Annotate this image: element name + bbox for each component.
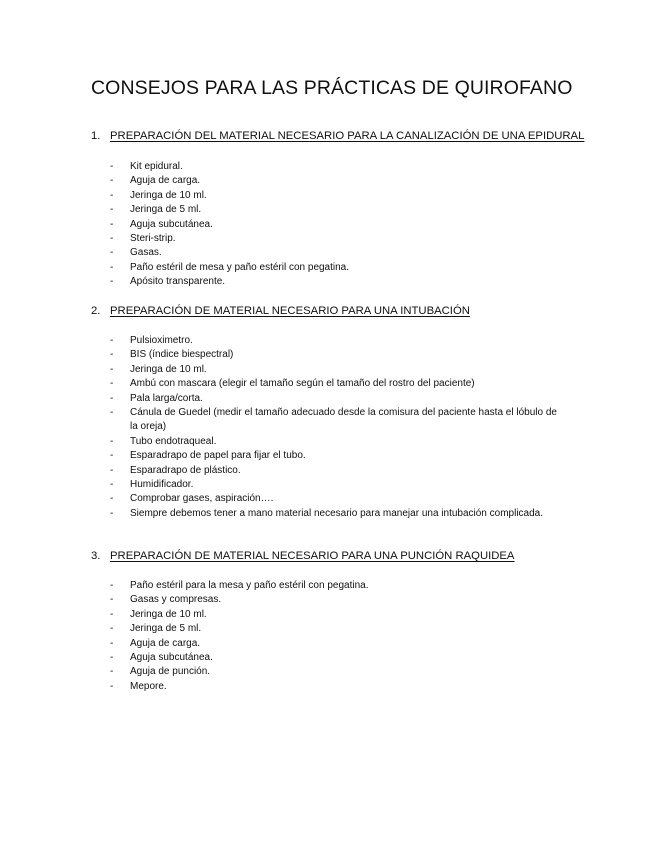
list-item bbox=[110, 160, 560, 174]
list-item-text: Gasas y compresas. bbox=[130, 594, 222, 606]
list-item-text: Tubo endotraqueal. bbox=[130, 435, 217, 447]
item-list bbox=[110, 579, 560, 694]
list-item bbox=[110, 665, 560, 679]
list-item bbox=[110, 579, 560, 593]
list-item bbox=[110, 174, 560, 188]
section-epidural bbox=[91, 128, 585, 288]
list-item-text: Ambú con mascara (elegir el tamaño según el tamaño del rostro del paciente) bbox=[130, 378, 475, 390]
list-item-text: Paño estéril de mesa y paño estéril con pegatina. bbox=[130, 261, 350, 273]
list-item-text: Jeringa de 10 ml. bbox=[130, 363, 207, 375]
list-item bbox=[110, 392, 560, 406]
list-item-text: Pala larga/corta. bbox=[130, 392, 203, 404]
list-item-text: Paño estéril para la mesa y paño estéril con pegatina. bbox=[130, 580, 369, 591]
dash-bullet: - bbox=[110, 276, 114, 288]
list-item-text: Cánula de Guedel (medir el tamaño adecuado desde la comisura del paciente hasta el lóbulo de la oreja) bbox=[130, 407, 557, 433]
dash-bullet: - bbox=[110, 450, 114, 462]
dash-bullet: - bbox=[110, 247, 114, 259]
item-list bbox=[110, 334, 560, 521]
list-item bbox=[110, 246, 560, 260]
list-item-text: Aguja subcutánea. bbox=[130, 652, 213, 664]
section-puncion-raquidea bbox=[91, 548, 561, 692]
list-item-text: Aguja de carga. bbox=[130, 175, 201, 187]
dash-bullet: - bbox=[110, 349, 114, 361]
list-item-text: Aguja subcutánea. bbox=[130, 218, 213, 230]
list-item bbox=[110, 608, 560, 622]
list-item bbox=[110, 348, 560, 362]
list-item bbox=[110, 406, 560, 435]
dash-bullet: - bbox=[110, 637, 114, 649]
dash-bullet: - bbox=[110, 204, 114, 216]
section-number: 1. bbox=[91, 130, 101, 142]
item-list bbox=[110, 160, 560, 290]
dash-bullet: - bbox=[110, 407, 114, 419]
list-item bbox=[110, 189, 560, 203]
list-item bbox=[110, 507, 560, 521]
list-item-text: BIS (índice biespectral) bbox=[130, 349, 234, 361]
list-item bbox=[110, 680, 560, 694]
list-item-text: Jeringa de 10 ml. bbox=[130, 189, 207, 201]
list-item-text: Siempre debemos tener a mano material necesario para manejar una intubación complicada. bbox=[130, 507, 544, 519]
list-item bbox=[110, 261, 560, 275]
section-heading bbox=[91, 128, 585, 144]
dash-bullet: - bbox=[110, 580, 114, 591]
dash-bullet: - bbox=[110, 608, 114, 620]
list-item bbox=[110, 449, 560, 463]
section-number: 2. bbox=[91, 305, 101, 317]
dash-bullet: - bbox=[110, 493, 114, 505]
dash-bullet: - bbox=[110, 175, 114, 187]
list-item bbox=[110, 478, 560, 492]
document-title: CONSEJOS PARA LAS PRÁCTICAS DE QUIROFANO bbox=[91, 77, 573, 99]
section-heading bbox=[91, 548, 561, 564]
list-item-text: Apósito transparente. bbox=[130, 276, 226, 288]
list-item-text: Comprobar gases, aspiración…. bbox=[130, 493, 274, 505]
list-item-text: Kit epidural. bbox=[130, 161, 183, 172]
dash-bullet: - bbox=[110, 233, 114, 245]
section-intubacion bbox=[91, 303, 561, 519]
list-item-text: Esparadrapo de papel para fijar el tubo. bbox=[130, 450, 306, 462]
list-item-text: Steri-strip. bbox=[130, 233, 176, 245]
dash-bullet: - bbox=[110, 652, 114, 664]
dash-bullet: - bbox=[110, 507, 114, 519]
section-heading-text: PREPARACIÓN DEL MATERIAL NECESARIO PARA LA CANALIZACIÓN DE UNA EPIDURAL bbox=[110, 130, 585, 142]
section-heading-text: PREPARACIÓN DE MATERIAL NECESARIO PARA UNA INTUBACIÓN bbox=[110, 305, 470, 317]
dash-bullet: - bbox=[110, 680, 114, 692]
dash-bullet: - bbox=[110, 464, 114, 476]
list-item-text: Jeringa de 10 ml. bbox=[130, 608, 207, 620]
dash-bullet: - bbox=[110, 189, 114, 201]
list-item bbox=[110, 275, 560, 289]
list-item-text: Gasas. bbox=[130, 247, 162, 259]
list-item-text: Esparadrapo de plástico. bbox=[130, 464, 241, 476]
dash-bullet: - bbox=[110, 392, 114, 404]
list-item bbox=[110, 593, 560, 607]
section-heading bbox=[91, 303, 561, 319]
dash-bullet: - bbox=[110, 479, 114, 491]
dash-bullet: - bbox=[110, 435, 114, 447]
list-item-text: Humidificador. bbox=[130, 479, 194, 491]
dash-bullet: - bbox=[110, 594, 114, 606]
list-item-text: Jeringa de 5 ml. bbox=[130, 623, 202, 635]
dash-bullet: - bbox=[110, 363, 114, 375]
list-item bbox=[110, 377, 560, 391]
list-item bbox=[110, 651, 560, 665]
list-item bbox=[110, 203, 560, 217]
list-item bbox=[110, 218, 560, 232]
list-item bbox=[110, 637, 560, 651]
list-item bbox=[110, 435, 560, 449]
dash-bullet: - bbox=[110, 378, 114, 390]
list-item-text: Aguja de punción. bbox=[130, 666, 211, 678]
list-item-text: Mepore. bbox=[130, 680, 167, 692]
list-item bbox=[110, 622, 560, 636]
list-item-text: Pulsioximetro. bbox=[130, 335, 193, 346]
list-item bbox=[110, 363, 560, 377]
dash-bullet: - bbox=[110, 623, 114, 635]
section-heading-text: PREPARACIÓN DE MATERIAL NECESARIO PARA UNA PUNCIÓN RAQUIDEA bbox=[110, 550, 515, 562]
list-item bbox=[110, 464, 560, 478]
list-item-text: Jeringa de 5 ml. bbox=[130, 204, 202, 216]
dash-bullet: - bbox=[110, 666, 114, 678]
dash-bullet: - bbox=[110, 161, 114, 172]
section-number: 3. bbox=[91, 550, 101, 562]
list-item bbox=[110, 232, 560, 246]
list-item-text: Aguja de carga. bbox=[130, 637, 201, 649]
dash-bullet: - bbox=[110, 218, 114, 230]
list-item bbox=[110, 334, 560, 348]
dash-bullet: - bbox=[110, 261, 114, 273]
dash-bullet: - bbox=[110, 335, 114, 346]
list-item bbox=[110, 492, 560, 506]
